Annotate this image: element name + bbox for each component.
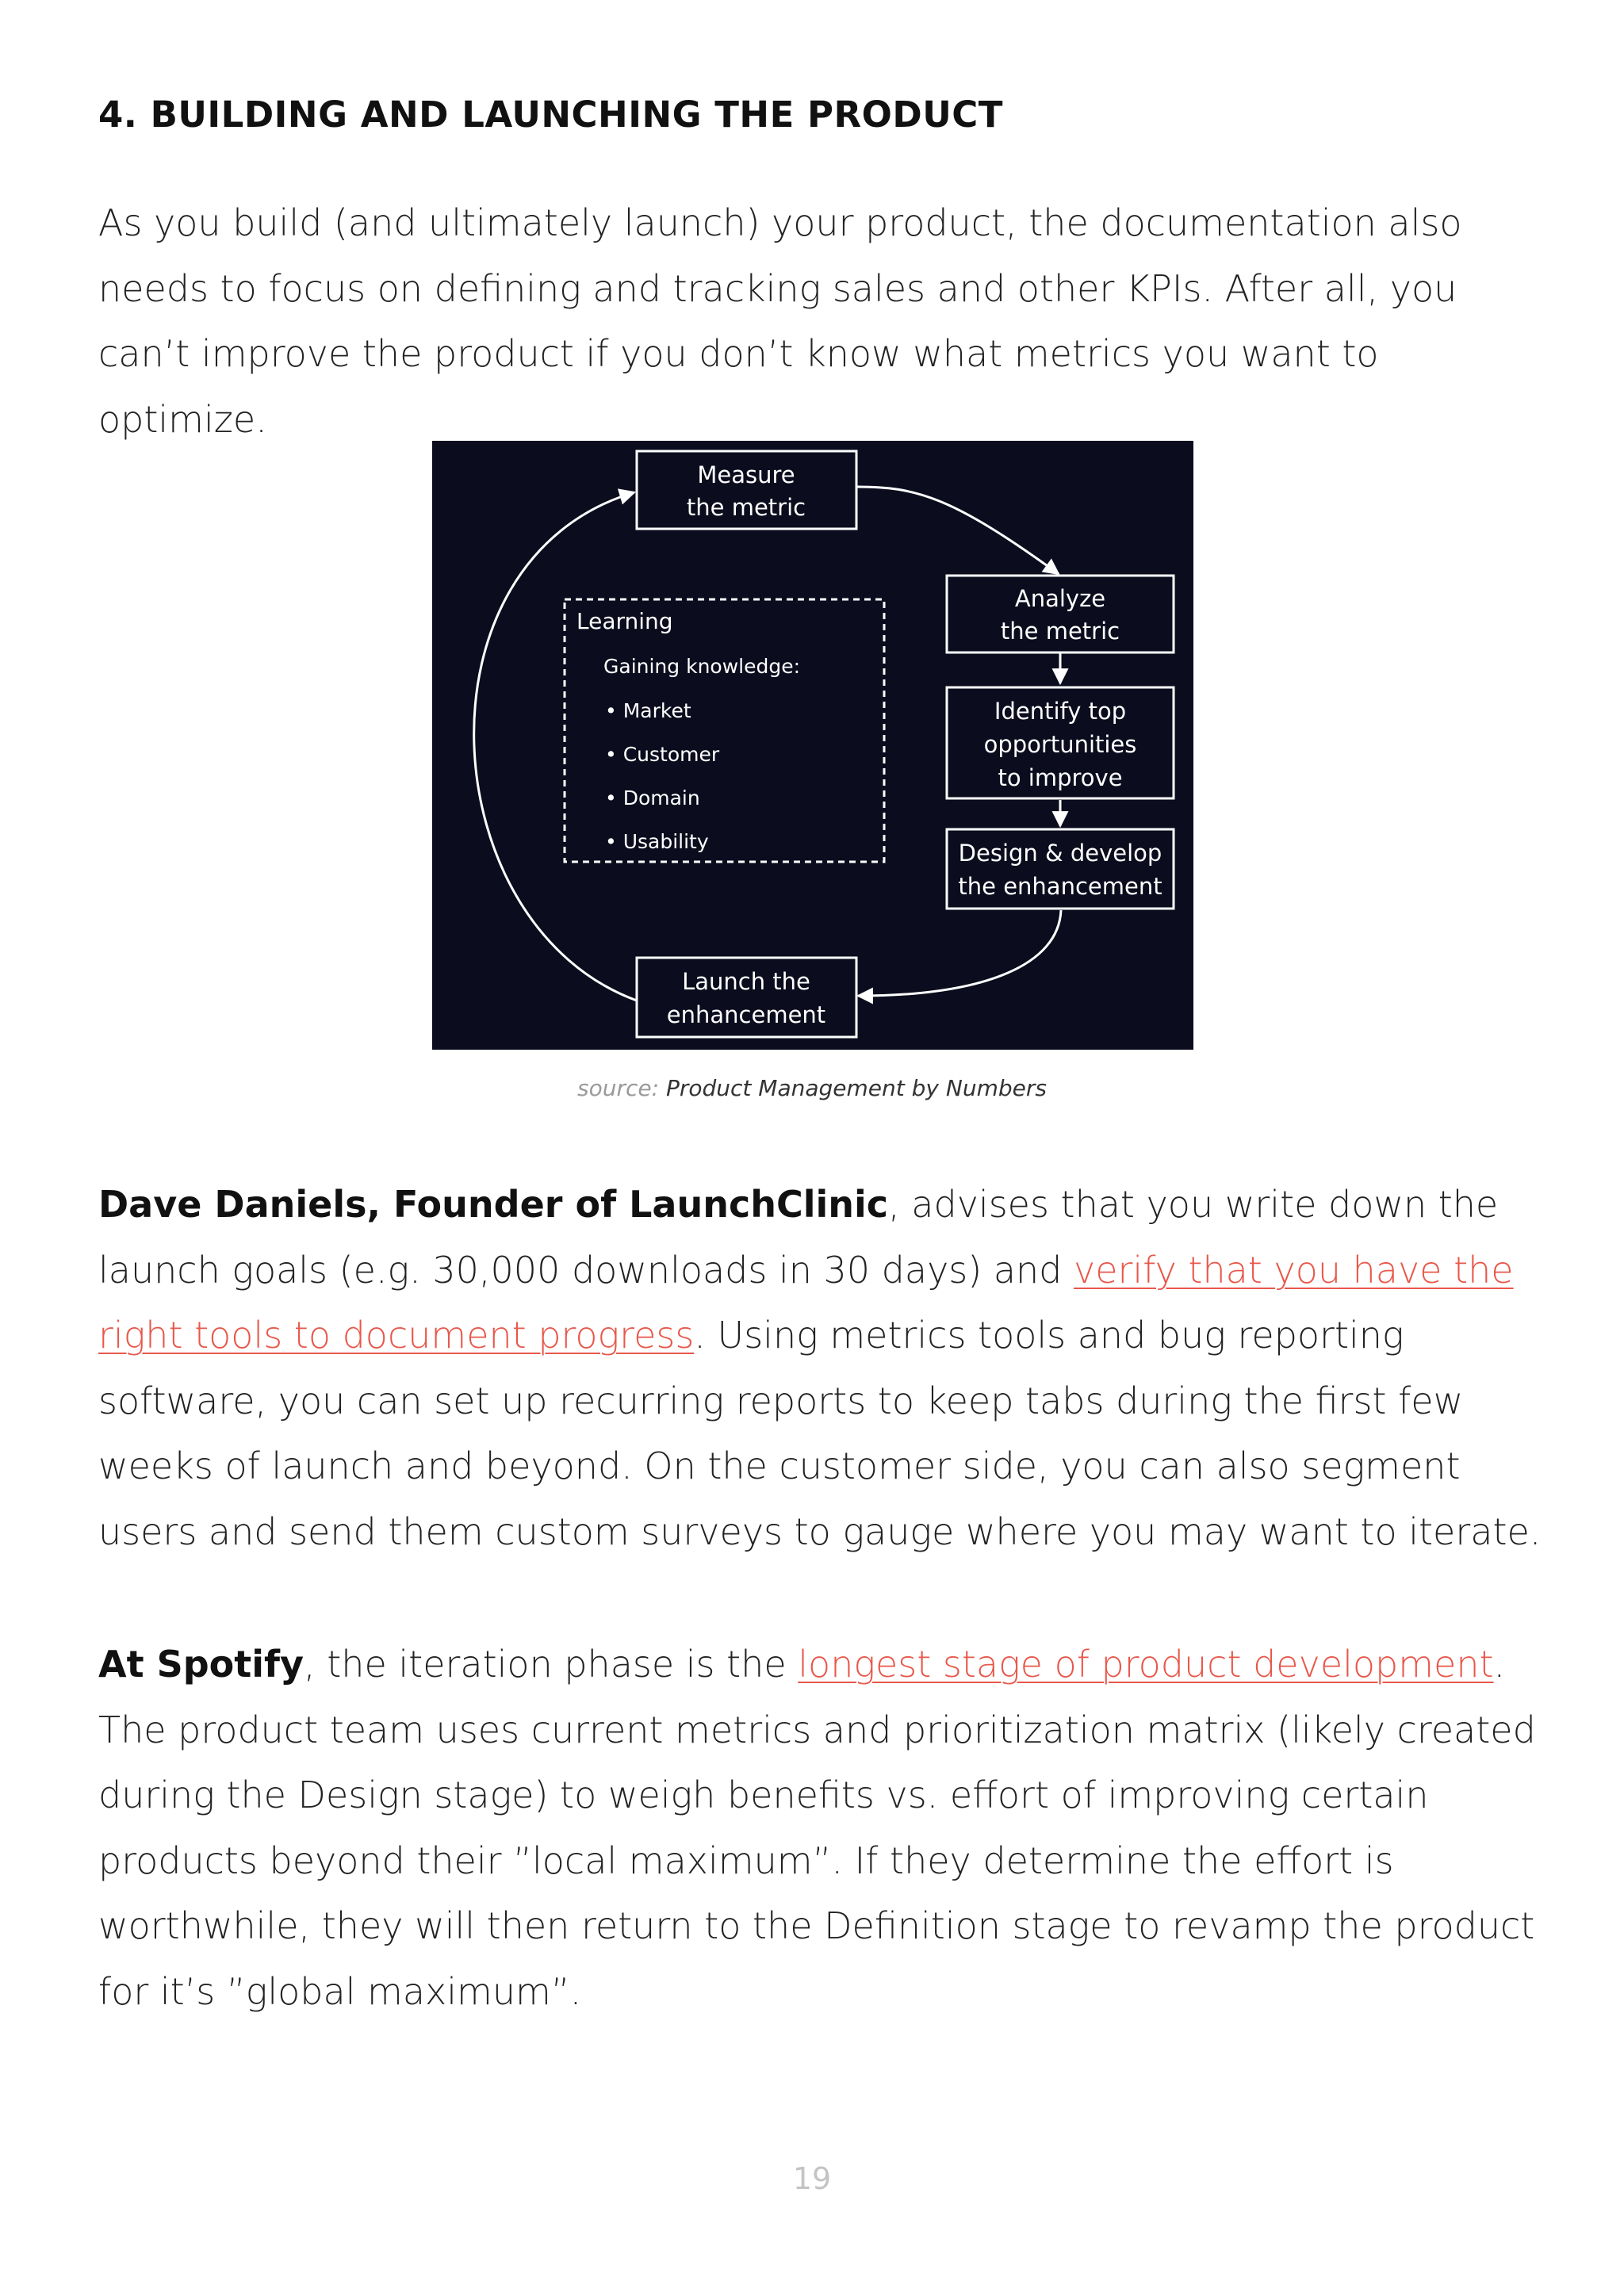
- analyze-line-1: Analyze: [1014, 585, 1106, 612]
- diagram-svg: [432, 441, 1193, 1050]
- design-develop-box: [947, 829, 1174, 909]
- arrow-design-to-launch: [858, 910, 1061, 996]
- launchclinic-text-1: , advises that you write down the launch goals (e.g. 30,000 downloads in 30 days) and: [98, 1183, 1499, 1292]
- spotify-text-1: , the iteration phase is the: [304, 1643, 799, 1686]
- launchclinic-text-2: . Using metrics tools and bug reporting software, you can set up recurring reports to keep tabs during the first few weeks of launch and beyond. On the customer side, you can also segment users and send them custom surveys to gauge where you may want to iterate.: [98, 1314, 1542, 1553]
- analyze-metric-box: [947, 576, 1174, 652]
- spotify-paragraph: [98, 1632, 1542, 2024]
- measure-line-1: Measure: [697, 461, 795, 488]
- design-line-1: Design & develop: [958, 840, 1162, 867]
- measure-line-2: the metric: [686, 494, 806, 521]
- measure-metric-box: [637, 451, 856, 529]
- learning-item-market: • Market: [605, 699, 691, 722]
- spotify-lead: At Spotify: [98, 1643, 304, 1686]
- iteration-cycle-diagram: [432, 441, 1193, 1050]
- learning-item-customer: • Customer: [605, 743, 720, 766]
- caption-text: Product Management by Numbers: [665, 1075, 1047, 1101]
- launch-line-1: Launch the: [682, 968, 810, 995]
- spotify-text-2: . The product team uses current metrics and prioritization matrix (likely created during the Design stage) to weigh benefits vs. effort of improving certain products beyond their ”local maximum”. If they determine the effort is worthwhile, they will then return to the Definition stage to revamp the product for it’s ”global maximum”.: [98, 1643, 1536, 2013]
- launch-enhancement-box: [637, 958, 856, 1037]
- design-line-2: the enhancement: [958, 873, 1162, 900]
- learning-box: [565, 599, 884, 862]
- arrow-measure-to-analyze: [857, 487, 1059, 574]
- intro-paragraph: As you build (and ultimately launch) your product, the documentation also needs to focus on defining and tracking sales and other KPIs. After all, you can’t improve the product if you don’t know what metrics you want to optimize.: [98, 201, 1462, 441]
- launchclinic-paragraph: [98, 1172, 1542, 1564]
- identify-line-3: to improve: [998, 764, 1123, 791]
- launchclinic-lead: Dave Daniels, Founder of LaunchClinic: [98, 1183, 889, 1226]
- caption-prefix: source:: [577, 1075, 660, 1101]
- longest-stage-link[interactable]: longest stage of product development: [798, 1643, 1494, 1686]
- analyze-line-2: the metric: [1000, 618, 1120, 645]
- identify-opportunities-box: [947, 687, 1174, 798]
- identify-line-2: opportunities: [983, 731, 1137, 758]
- learning-subtitle: Gaining knowledge:: [603, 655, 801, 678]
- section-heading: 4. BUILDING AND LAUNCHING THE PRODUCT: [98, 94, 1003, 136]
- learning-title: Learning: [576, 608, 673, 634]
- figure-caption: [0, 1075, 1624, 1101]
- identify-line-1: Identify top: [994, 698, 1127, 725]
- launch-line-2: enhancement: [666, 1001, 826, 1028]
- verify-tools-link[interactable]: verify that you have the right tools to document progress: [98, 1248, 1514, 1357]
- learning-item-domain: • Domain: [605, 786, 700, 809]
- page-number: 19: [792, 2161, 832, 2196]
- learning-item-usability: • Usability: [605, 830, 709, 853]
